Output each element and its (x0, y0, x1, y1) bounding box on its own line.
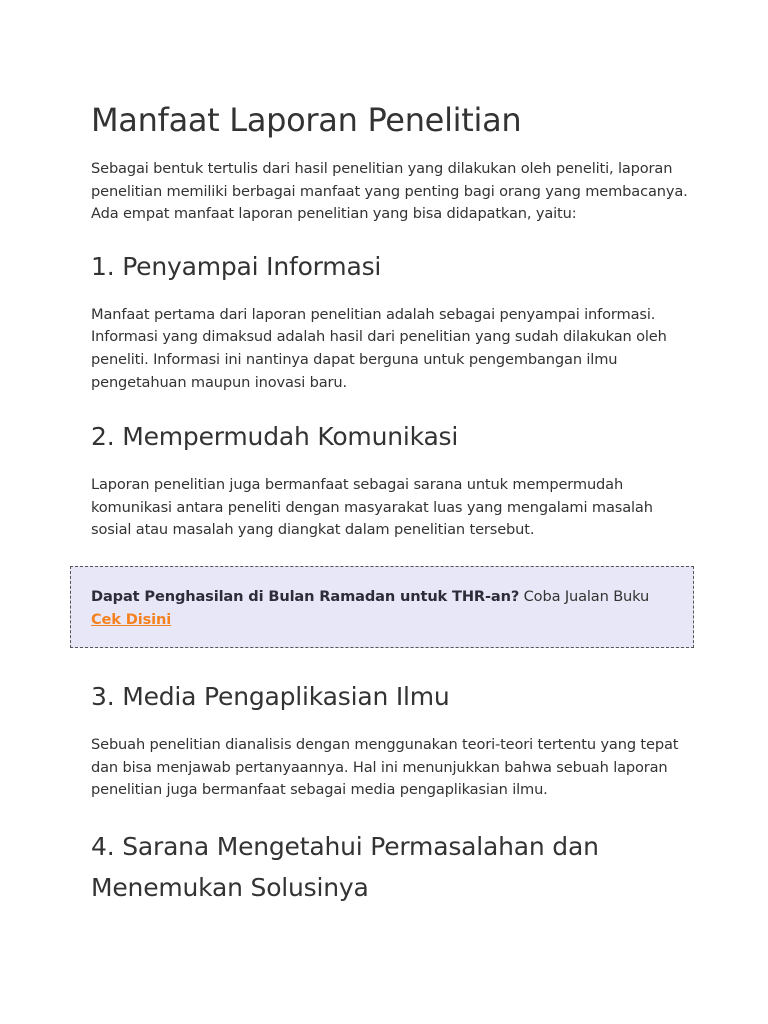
section-heading-2: 2. Mempermudah Komunikasi (91, 422, 459, 452)
promo-text (91, 586, 681, 631)
promo-description: Coba Jualan Buku (519, 588, 650, 605)
promo-headline: Dapat Penghasilan di Bulan Ramadan untuk THR-an? (91, 588, 520, 605)
section-body-1: Manfaat pertama dari laporan penelitian adalah sebagai penyampai informasi. Informasi yang dimaksud adalah hasil dari penelitian yang sudah dilakukan oleh peneliti. Informasi ini nantinya dapat berguna untuk pengembangan ilmu pengetahuan maupun inovasi baru. (91, 305, 667, 391)
section-heading-3: 3. Media Pengaplikasian Ilmu (91, 682, 450, 711)
promo-link[interactable]: Cek Disini (91, 610, 172, 628)
page-title: Manfaat Laporan Penelitian (91, 101, 522, 139)
section-body-3: Sebuah penelitian dianalisis dengan menggunakan teori-teori tertentu yang tepat dan bisa menjawab pertanyaannya. Hal ini menunjukkan bahwa sebuah laporan penelitian juga bermanfaat sebagai media pengaplikasian ilmu. (91, 736, 679, 799)
section-heading-4: 4. Sarana Mengetahui Permasalahan dan Menemukan Solusinya (91, 831, 599, 902)
article-bottom (91, 676, 691, 908)
section-body-2: Laporan penelitian juga bermanfaat sebagai sarana untuk mempermudah komunikasi antara peneliti dengan masyarakat luas yang mengalami masalah sosial atau masalah yang diangkat dalam penelitian tersebut. (91, 476, 653, 539)
section-heading-1: 1. Penyampai Informasi (91, 251, 382, 281)
promo-box (70, 566, 694, 648)
intro-paragraph: Sebagai bentuk tertulis dari hasil penelitian yang dilakukan oleh peneliti, laporan penelitian memiliki berbagai manfaat yang penting bagi orang yang membacanya. Ada empat manfaat laporan penelitian yang bisa didapatkan, yaitu: (91, 160, 688, 223)
article-top (91, 92, 691, 542)
